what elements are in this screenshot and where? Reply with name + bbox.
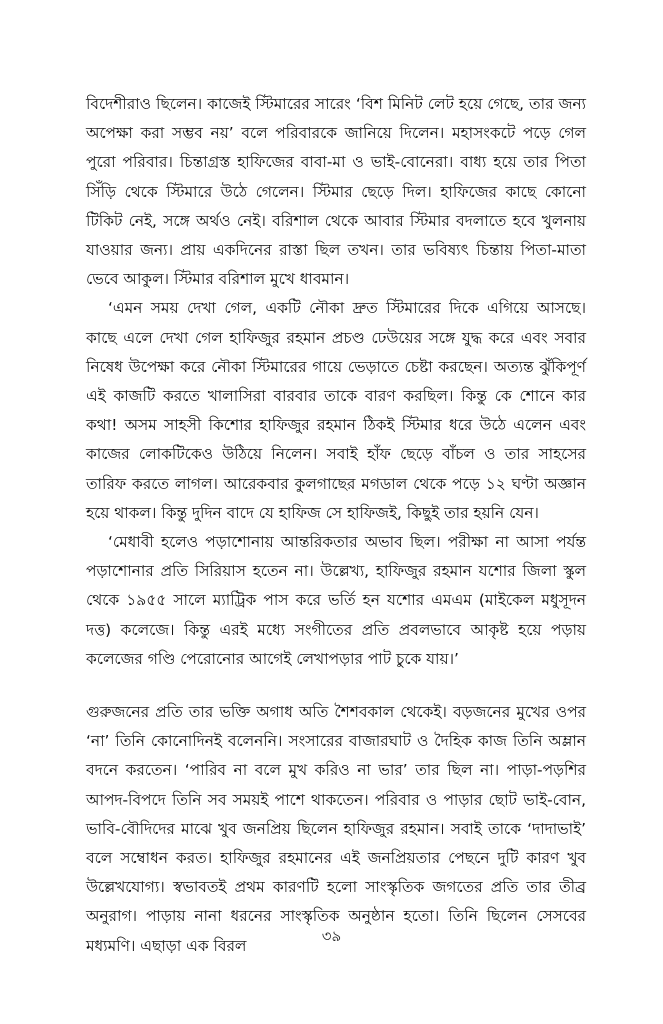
- paragraph-steamer-departure: বিদেশীরাও ছিলেন। কাজেই স্টিমারের সারেং ‘বিশ মিনিট লেট হয়ে গেছে, তার জন্য অপেক্ষা করা সম্ভব নয়’ বলে পরিবারকে জানিয়ে দিলেন। মহাসংকটে পড়ে গেল পুরো পরিবার। চিন্তাগ্রস্ত হাফিজের বাবা-মা ও ভাই-বোনেরা। বাধ্য হয়ে তার পিতা সিঁড়ি থেকে স্টিমারে উঠে গেলেন। স্টিমার ছেড়ে দিল। হাফিজের কাছে কোনো টিকিট নেই, সঙ্গে অর্থও নেই। বরিশাল থেকে আবার স্টিমার বদলাতে হবে খুলনায় যাওয়ার জন্য। প্রায় একদিনের রাস্তা ছিল তখন। তার ভবিষ্যৎ চিন্তায় পিতা-মাতা ভেবে আকুল। স্টিমার বরিশাল মুখে ধাবমান।: [86, 95, 586, 289]
- page-number: ৩৯: [321, 927, 342, 945]
- paragraph-education: ‘মেধাবী হলেও পড়াশোনায় আন্তরিকতার অভাব ছিল। পরীক্ষা না আসা পর্যন্ত পড়াশোনার প্রতি সিরিয়াস হতেন না। উল্লেখ্য, হাফিজুর রহমান যশোর জিলা স্কুল থেকে ১৯৫৫ সালে ম্যাট্রিক পাস করে ভর্তি হন যশোর এমএম (মাইকেল মধুসূদন দত্ত) কলেজে। কিন্তু এরই মধ্যে সংগীতের প্রতি প্রবলভাবে আকৃষ্ট হয়ে পড়ায় কলেজের গণ্ডি পেরোনোর আগেই লেখাপড়ার পাট চুকে যায়।’: [86, 533, 586, 668]
- page-body: [86, 90, 586, 961]
- paragraph-respect-elders: গুরুজনের প্রতি তার ভক্তি অগাধ অতি শৈশবকাল থেকেই। বড়জনের মুখের ওপর ‘না’ তিনি কোনোদিনই বলেননি। সংসারের বাজারঘাট ও দৈহিক কাজ তিনি অম্লান বদনে করতেন। ‘পারিব না বলে মুখ করিও না ভার’ তার ছিল না। পাড়া-পড়শির আপদ-বিপদে তিনি সব সময়ই পাশে থাকতেন। পরিবার ও পাড়ার ছোট ভাই-বোন, ভাবি-বৌদিদের মাঝে খুব জনপ্রিয় ছিলেন হাফিজুর রহমান। সবাই তাকে ‘দাদাভাই’ বলে সম্বোধন করত। হাফিজুর রহমানের এই জনপ্রিয়তার পেছনে দুটি কারণ খুব উল্লেখযোগ্য। স্বভাবতই প্রথম কারণটি হলো সাংস্কৃতিক জগতের প্রতি তার তীব্র অনুরাগ। পাড়ায় নানা ধরনের সাংস্কৃতিক অনুষ্ঠান হতো। তিনি ছিলেন সেসবের মধ্যমণি। এছাড়া এক বিরল: [86, 703, 586, 955]
- paragraph-boat-rescue: ‘এমন সময় দেখা গেল, একটি নৌকা দ্রুত স্টিমারের দিকে এগিয়ে আসছে। কাছে এলে দেখা গেল হাফিজুর রহমান প্রচণ্ড ঢেউয়ের সঙ্গে যুদ্ধ করে এবং সবার নিষেধ উপেক্ষা করে নৌকা স্টিমারের গায়ে ভেড়াতে চেষ্টা করছেন। অত্যন্ত ঝুঁকিপূর্ণ এই কাজটি করতে খালাসিরা বারবার তাকে বারণ করছিল। কিন্তু কে শোনে কার কথা! অসম সাহসী কিশোর হাফিজুর রহমান ঠিকই স্টিমার ধরে উঠে এলেন এবং কাজের লোকটিকেও উঠিয়ে নিলেন। সবাই হাঁফ ছেড়ে বাঁচল ও তার সাহসের তারিফ করতে লাগল। আরেকবার কুলগাছের মগডাল থেকে পড়ে ১২ ঘণ্টা অজ্ঞান হয়ে থাকল। কিন্তু দুদিন বাদে যে হাফিজ সে হাফিজই, কিছুই তার হয়নি যেন।: [86, 299, 586, 522]
- section-divider-space: [86, 674, 586, 698]
